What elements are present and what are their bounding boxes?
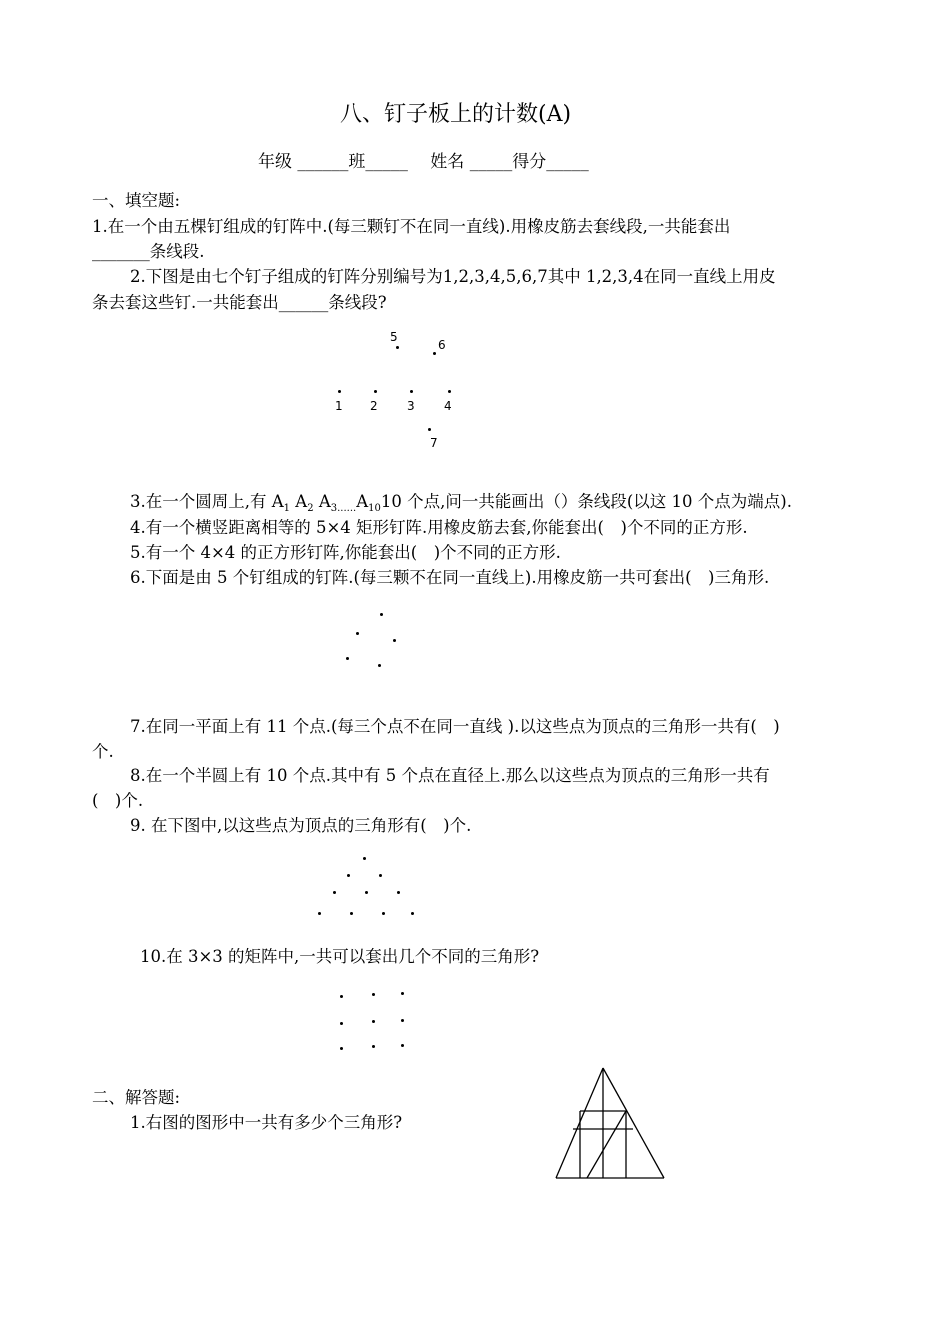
- pin-1: [338, 390, 341, 393]
- question-1-line-2: _______条线段.: [92, 242, 205, 261]
- q3-sub-10: 10: [368, 503, 381, 514]
- q3-text-start: 3.在一个圆周上,有 A: [130, 492, 284, 511]
- tri-dot: [333, 891, 336, 894]
- question-8-line-1: 8.在一个半圆上有 10 个点.其中有 5 个点在直径上.那么以这些点为顶点的三角形一共有: [130, 766, 770, 785]
- question-5: 5.有一个 4×4 的正方形钉阵,你能套出( )个不同的正方形.: [130, 543, 561, 562]
- tri-dot: [379, 874, 382, 877]
- q3-text-end: 10 个点,问一共能画出（）条线段(以这 10 个点为端点).: [380, 492, 792, 511]
- grid-dot: [372, 1020, 375, 1023]
- pin-label-7: 7: [430, 436, 438, 450]
- pin-label-1: 1: [335, 399, 343, 413]
- section-answer-heading: 二、解答题:: [92, 1088, 181, 1107]
- question-3: [130, 491, 792, 520]
- tri-dot: [350, 912, 353, 915]
- question-2-line-1: 2.下图是由七个钉子组成的钉阵分别编号为1,2,3,4,5,6,7其中 1,2,3,4在同一直线上用皮: [130, 267, 776, 286]
- pin-a: [380, 613, 383, 616]
- question-2-line-2: 条去套这些钉.一共能套出______条线段?: [92, 293, 387, 312]
- q3-sub-1: 1: [283, 503, 291, 514]
- grid-dot: [340, 1022, 343, 1025]
- pin-e: [378, 664, 381, 667]
- question-9: 9. 在下图中,以这些点为顶点的三角形有( )个.: [130, 816, 472, 835]
- answer-question-1: 1.右图的图形中一共有多少个三角形?: [130, 1113, 403, 1132]
- q3-a10: A: [356, 492, 369, 511]
- tri-dot: [318, 912, 321, 915]
- grid-dot: [401, 1019, 404, 1022]
- pin-d: [346, 657, 349, 660]
- grid-dot: [340, 1047, 343, 1050]
- tri-dot: [382, 912, 385, 915]
- student-info-line: 年级 ______班_____ 姓名 _____得分_____: [258, 152, 589, 172]
- grid-dot: [401, 992, 404, 995]
- q3-sub-3: 3......: [330, 503, 357, 514]
- pin-6: [433, 352, 436, 355]
- pin-label-4: 4: [444, 399, 452, 413]
- pin-2: [374, 390, 377, 393]
- pin-7: [428, 428, 431, 431]
- pin-label-3: 3: [407, 399, 415, 413]
- question-1-line-1: 1.在一个由五棵钉组成的钉阵中.(每三颗钉不在同一直线).用橡皮筋去套线段,一共能套出: [92, 217, 731, 236]
- pin-label-6: 6: [438, 338, 446, 352]
- tri-dot: [365, 891, 368, 894]
- grid-dot: [340, 995, 343, 998]
- question-8-line-2: ( )个.: [92, 791, 144, 810]
- pin-c: [393, 639, 396, 642]
- question-10: 10.在 3×3 的矩阵中,一共可以套出几个不同的三角形?: [140, 947, 540, 966]
- tri-dot: [397, 891, 400, 894]
- grid-dot: [372, 1045, 375, 1048]
- pin-5: [396, 346, 399, 349]
- pin-b: [356, 632, 359, 635]
- tri-dot: [347, 874, 350, 877]
- pin-4: [448, 390, 451, 393]
- tri-dot: [411, 912, 414, 915]
- grid-dot: [372, 993, 375, 996]
- pin-3: [410, 390, 413, 393]
- tri-dot: [363, 857, 366, 860]
- pin-label-5: 5: [390, 330, 398, 344]
- page-title: 八、钉子板上的计数(A): [340, 102, 572, 127]
- q3-a3: A: [318, 492, 331, 511]
- grid-dot: [401, 1044, 404, 1047]
- section-fill-blank-heading: 一、填空题:: [92, 191, 181, 210]
- q3-a2: A: [295, 492, 308, 511]
- question-6: 6.下面是由 5 个钉组成的钉阵.(每三颗不在同一直线上).用橡皮筋一共可套出( )三角形.: [130, 568, 770, 587]
- question-7-line-2: 个.: [92, 742, 114, 761]
- q3-sub-2: 2: [307, 503, 314, 514]
- question-7-line-1: 7.在同一平面上有 11 个点.(每三个点不在同一直线 ).以这些点为顶点的三角形一共有( ): [130, 717, 780, 736]
- question-4: 4.有一个横竖距离相等的 5×4 矩形钉阵.用橡皮筋去套,你能套出( )个不同的正方形.: [130, 518, 748, 537]
- pin-label-2: 2: [370, 399, 378, 413]
- triangle-figure: [553, 1066, 668, 1181]
